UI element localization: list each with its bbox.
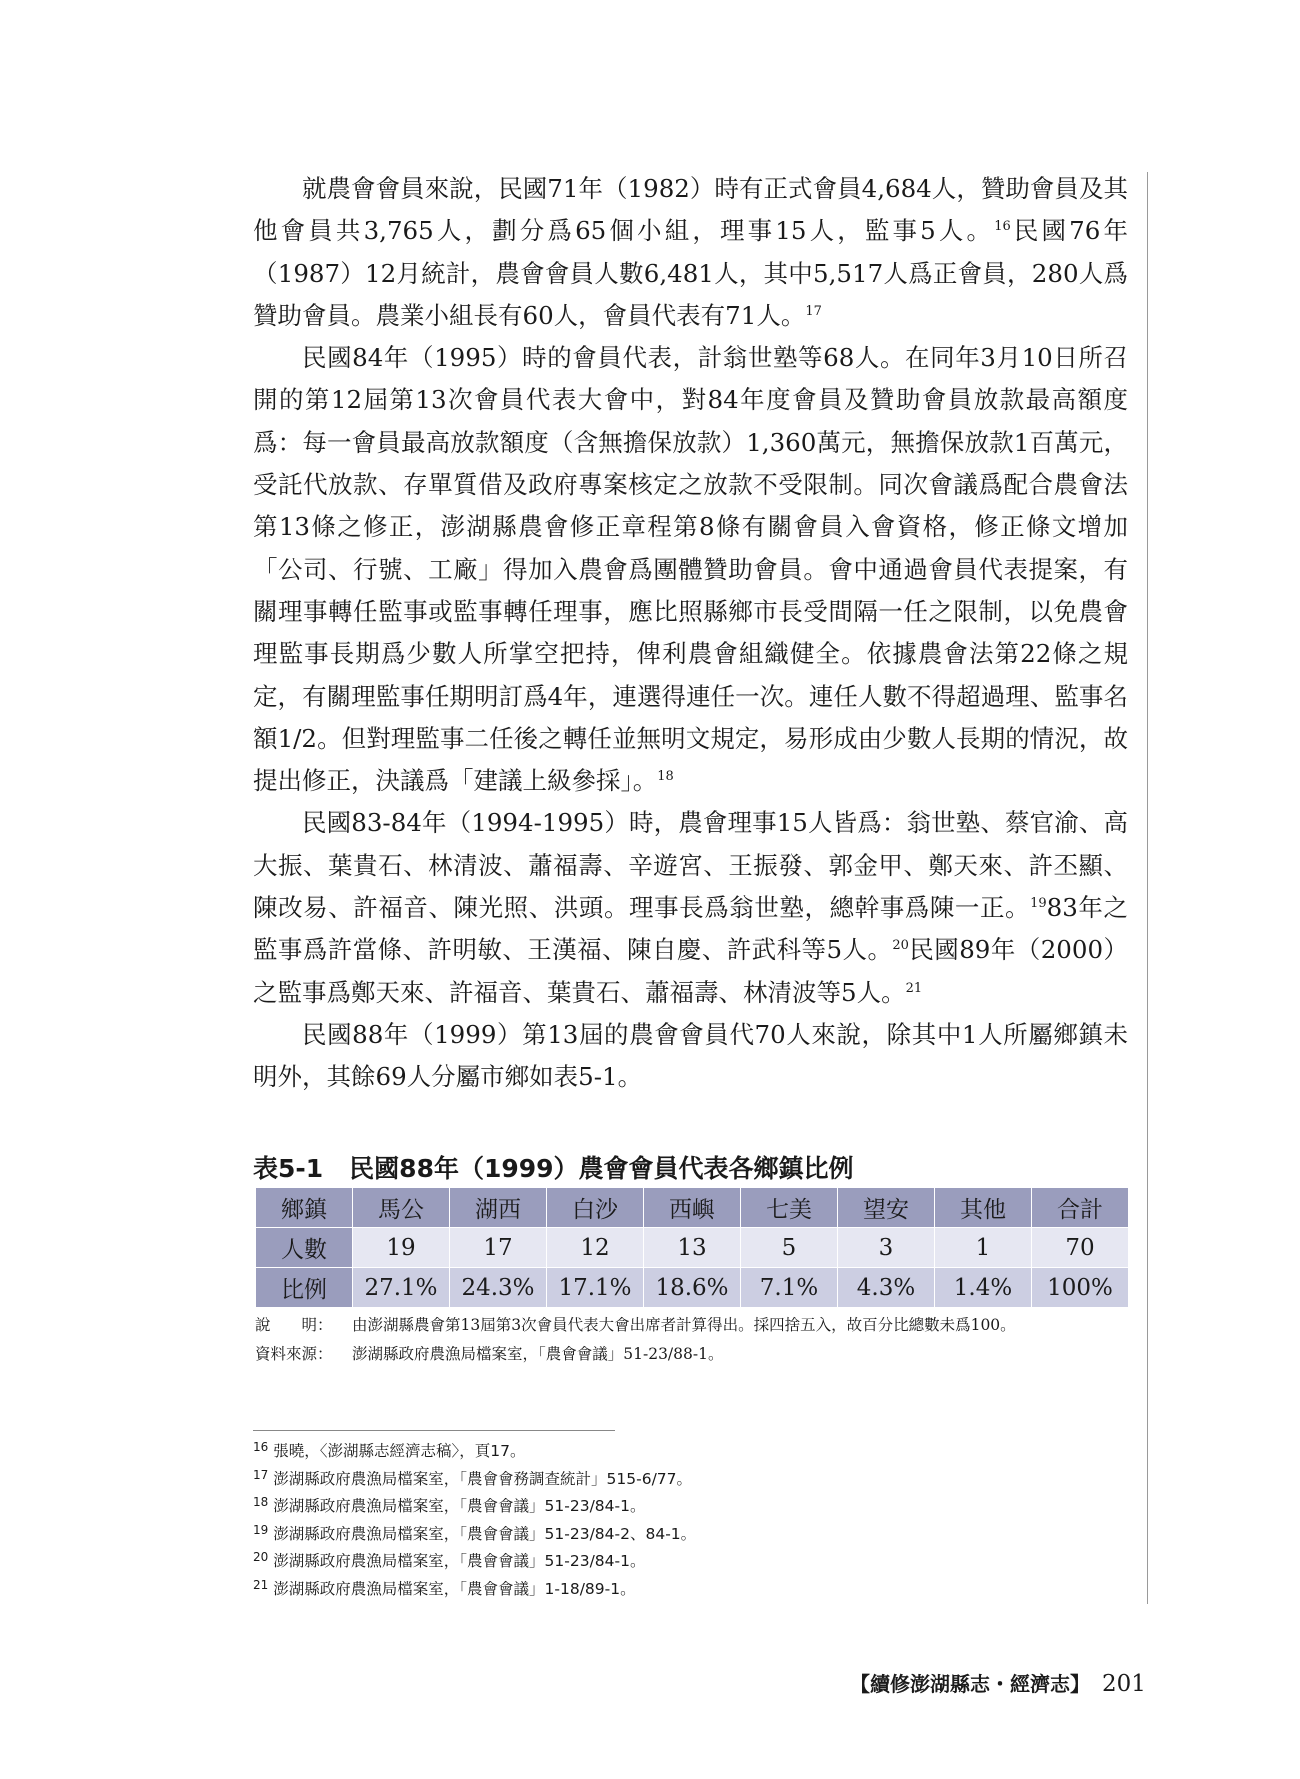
footnote xyxy=(253,1493,1133,1521)
footnote-text: 澎湖縣政府農漁局檔案室，「農會會議」51-23/84-1。 xyxy=(273,1497,646,1516)
paragraph: 就農會會員來說，民國71年（1982）時有正式會員4,684人，贊助會員及其他會員共3,765人，劃分爲65個小組，理事15人，監事5人。$^{16}$民國76年（1987）12月統計，農會會員人數6,481人，其中5,517人爲正會員，280人爲贊助會員。農業小組長有60人，會員代表有71人。$^{17}$ xyxy=(253,174,1128,330)
footnotes xyxy=(253,1438,1133,1604)
footnote-text: 澎湖縣政府農漁局檔案室，「農會會議」51-23/84-2、84-1。 xyxy=(273,1524,697,1543)
page-footer xyxy=(850,1669,1150,1699)
paragraph: 民國84年（1995）時的會員代表，計翁世塾等68人。在同年3月10日所召開的第12屆第13次會員代表大會中，對84年度會員及贊助會員放款最高額度爲：每一會員最高放款額度（含無擔保放款）1,360萬元，無擔保放款1百萬元，受託代放款、存單質借及政府專案核定之放款不受限制。同次會議爲配合農會法第13條之修正，澎湖縣農會修正章程第8條有關會員入會資格，修正條文增加「公司、行號、工廠」得加入農會爲團體贊助會員。會中通過會員代表提案，有關理事轉任監事或監事轉任理事，應比照縣鄉市長受間隔一任之限制，以免農會理監事長期爲少數人所掌空把持，俾利農會組織健全。依據農會法第22條之規定，有關理監事任期明訂爲4年，連選得連任一次。連任人數不得超過理、監事名額1/2。但對理監事二任後之轉任並無明文規定，易形成由少數人長期的情況，故提出修正，決議爲「建議上級參採」。$^{18}$ xyxy=(253,343,1128,796)
paragraph: 民國83-84年（1994-1995）時，農會理事15人皆爲：翁世塾、蔡官渝、高大振、葉貴石、林清波、蕭福壽、辛遊宮、王振發、郭金甲、鄭天來、許丕顯、陳改易、許福音、陳光照、洪頭。理事長爲翁世塾，總幹事爲陳一正。$^{19}$83年之監事爲許當條、許明敏、王漢福、陳自慶、許武科等5人。$^{20}$民國89年（2000）之監事爲鄭天來、許福音、葉貴石、蕭福壽、林清波等5人。$^{21}$ xyxy=(253,808,1128,1007)
table-header-cell: 白沙 xyxy=(547,1188,644,1228)
table-cell: 1 xyxy=(935,1228,1032,1268)
table-header-row xyxy=(256,1188,1129,1228)
page-number: 201 xyxy=(1102,1671,1146,1697)
paragraph: 民國88年（1999）第13屆的農會會員代70人來說，除其中1人所屬鄉鎮未明外，其餘69人分屬市鄉如表5-1。 xyxy=(253,1019,1128,1092)
table-cell: 4.3% xyxy=(838,1268,935,1308)
table-cell: 1.4% xyxy=(935,1268,1032,1308)
table-cell: 70 xyxy=(1032,1228,1129,1268)
table-row xyxy=(256,1268,1129,1308)
data-table xyxy=(255,1187,1129,1308)
footnote-number: 18 xyxy=(253,1495,269,1510)
table-header-cell: 其他 xyxy=(935,1188,1032,1228)
table-header-cell: 湖西 xyxy=(450,1188,547,1228)
table-cell: 5 xyxy=(741,1228,838,1268)
footnote-divider xyxy=(253,1430,615,1431)
explanation-label: 說 明： xyxy=(255,1316,333,1334)
body-text xyxy=(253,168,1128,1099)
table-notes xyxy=(255,1311,1135,1369)
table-row-label: 比例 xyxy=(256,1268,353,1308)
footnote xyxy=(253,1521,1133,1549)
footnote xyxy=(253,1438,1133,1466)
table-header-cell: 望安 xyxy=(838,1188,935,1228)
table-cell: 7.1% xyxy=(741,1268,838,1308)
source-note xyxy=(255,1340,1135,1369)
footnote-number: 19 xyxy=(253,1522,269,1537)
explanation-note xyxy=(255,1311,1135,1340)
table-header-cell: 七美 xyxy=(741,1188,838,1228)
footnote-text: 澎湖縣政府農漁局檔案室，「農會會議」51-23/84-1。 xyxy=(273,1552,646,1571)
table-number: 表5-1 xyxy=(253,1154,324,1183)
footnote-text: 澎湖縣政府農漁局檔案室，「農會會議」1-18/89-1。 xyxy=(273,1579,636,1598)
footnote-number: 20 xyxy=(253,1550,269,1565)
table-cell: 27.1% xyxy=(353,1268,450,1308)
footnote xyxy=(253,1548,1133,1576)
footnote-number: 21 xyxy=(253,1577,269,1592)
explanation-text: 由澎湖縣農會第13屆第3次會員代表大會出席者計算得出。採四捨五入，故百分比總數未爲100。 xyxy=(352,1316,1016,1334)
table-caption xyxy=(253,1153,1133,1185)
table-cell: 24.3% xyxy=(450,1268,547,1308)
table-header-cell: 合計 xyxy=(1032,1188,1129,1228)
table-header-cell: 馬公 xyxy=(353,1188,450,1228)
table-header-cell: 鄉鎮 xyxy=(256,1188,353,1228)
source-label: 資料來源： xyxy=(255,1345,333,1363)
table-title: 民國88年（1999）農會會員代表各鄉鎮比例 xyxy=(349,1154,854,1183)
source-text: 澎湖縣政府農漁局檔案室，「農會會議」51-23/88-1。 xyxy=(352,1345,724,1363)
footnote-text: 澎湖縣政府農漁局檔案室，「農會會務調查統計」515-6/77。 xyxy=(273,1469,693,1488)
table-cell: 3 xyxy=(838,1228,935,1268)
footnote xyxy=(253,1466,1133,1494)
table-header-cell: 西嶼 xyxy=(644,1188,741,1228)
table-cell: 13 xyxy=(644,1228,741,1268)
table-cell: 100% xyxy=(1032,1268,1129,1308)
footnote-number: 16 xyxy=(253,1440,269,1454)
footnote-text: 張曉，〈澎湖縣志經濟志稿〉，頁17。 xyxy=(273,1442,526,1460)
footnote xyxy=(253,1576,1133,1604)
table-row xyxy=(256,1228,1129,1268)
table-cell: 17 xyxy=(450,1228,547,1268)
table-cell: 17.1% xyxy=(547,1268,644,1308)
margin-rule xyxy=(1147,172,1148,1604)
running-title: 【續修澎湖縣志・經濟志】 xyxy=(850,1672,1090,1696)
footnote-number: 17 xyxy=(253,1467,269,1482)
table-cell: 12 xyxy=(547,1228,644,1268)
table-cell: 19 xyxy=(353,1228,450,1268)
table-row-label: 人數 xyxy=(256,1228,353,1268)
table-cell: 18.6% xyxy=(644,1268,741,1308)
